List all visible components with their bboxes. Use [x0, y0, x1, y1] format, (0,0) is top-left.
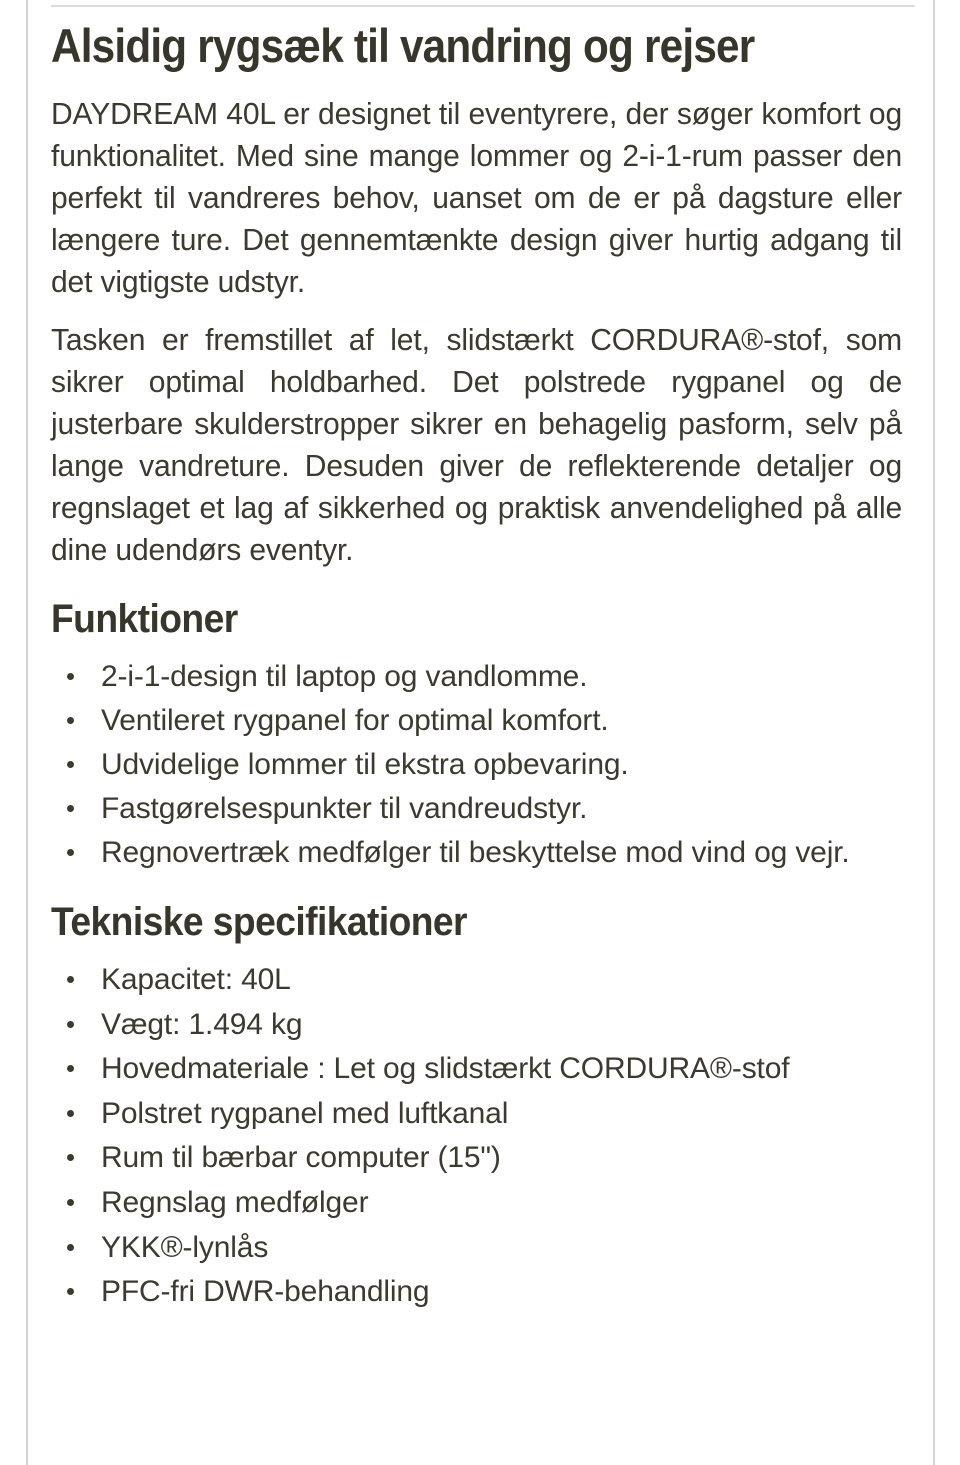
list-item: Regnslag medfølger	[101, 1182, 915, 1225]
list-item: Kapacitet: 40L	[101, 959, 915, 1002]
materials-paragraph: Tasken er fremstillet af let, slidstærkt CORDURA®-stof, som sikrer optimal holdbarhed. Det polstrede rygpanel og de justerbare skulderstropper sikrer en behagelig pasform, selv på lange vandreture. Desuden giver de reflekterende detaljer og regnslaget et lag af sikkerhed og praktisk anvendelighed på alle dine udendørs eventyr.	[51, 323, 903, 568]
list-item: Ventileret rygpanel for optimal komfort.	[101, 700, 915, 742]
list-item: Fastgørelsespunkter til vandreudstyr.	[101, 788, 915, 830]
list-item: Rum til bærbar computer (15")	[101, 1137, 915, 1180]
page-title: Alsidig rygsæk til vandring og rejser	[51, 19, 755, 72]
list-item: Udvidelige lommer til ekstra opbevaring.	[101, 744, 915, 786]
list-item: Hovedmateriale : Let og slidstærkt CORDURA®-stof	[101, 1048, 915, 1091]
list-item: Polstret rygpanel med luftkanal	[101, 1093, 915, 1136]
specifications-heading: Tekniske specifikationer	[51, 900, 467, 945]
left-page-rule	[26, 0, 28, 1465]
intro-paragraph: DAYDREAM 40L er designet til eventyrere, der søger komfort og funktionalitet. Med sine mange lommer og 2-i-1-rum passer den perfekt til vandreres behov, uanset om de er på dagsture eller længere ture. Det gennemtænkte design giver hurtig adgang til det vigtigste udstyr.	[51, 96, 903, 299]
list-item: Regnovertræk medfølger til beskyttelse mod vind og vejr.	[101, 832, 915, 874]
specifications-list	[51, 959, 915, 1314]
list-item: Vægt: 1.494 kg	[101, 1004, 915, 1047]
right-page-rule	[933, 0, 935, 1465]
list-item: YKK®-lynlås	[101, 1227, 915, 1270]
list-item: 2-i-1-design til laptop og vandlomme.	[101, 656, 915, 698]
description-content	[51, 0, 915, 1316]
features-list	[51, 656, 915, 874]
features-heading: Funktioner	[51, 597, 238, 642]
list-item: PFC-fri DWR-behandling	[101, 1271, 915, 1314]
